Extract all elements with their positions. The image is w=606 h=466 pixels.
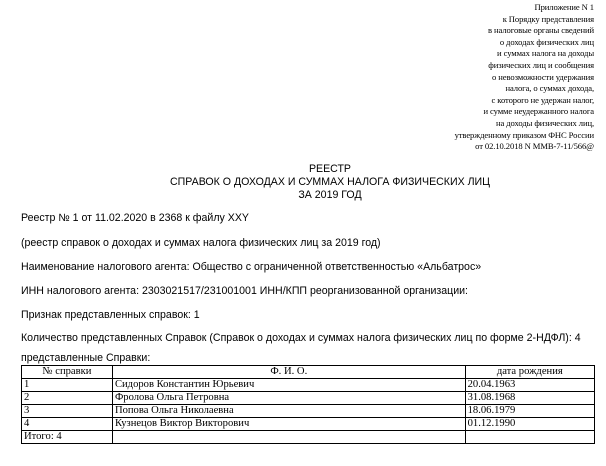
certificates-table [21,365,595,444]
appendix-line: о доходах физических лиц [499,36,594,47]
document-title [120,163,540,202]
registry-note: (реестр справок о доходах и суммах налога физических лиц за 2019 год) [21,237,381,249]
appendix-line: в налоговые органы сведений [488,25,594,36]
cell-birthdate: 01.12.1990 [465,418,594,431]
cell-number: 2 [22,392,113,405]
submitted-label: представленные Справки: [21,352,151,364]
table-total-row [22,431,595,444]
cell-birthdate: 18.06.1979 [465,405,594,418]
title-line-3: ЗА 2019 ГОД [298,189,362,201]
appendix-line: налога, о суммах дохода, [505,83,594,94]
appendix-line: утвержденному приказом ФНС России [454,129,594,140]
cell-empty [112,431,465,444]
cell-number: 1 [22,379,113,392]
count-line: Количество представленных Справок (Справок о доходах и суммах налога физических лиц по форме 2-НДФЛ): 4 [21,332,581,344]
cell-empty [465,431,594,444]
cell-number: 4 [22,418,113,431]
cell-birthdate: 31.08.1968 [465,392,594,405]
header-name: Ф. И. О. [112,366,465,379]
appendix-line: о невозможности удержания [492,71,594,82]
cell-name: Фролова Ольга Петровна [112,392,465,405]
appendix-line: и сумме неудержанного налога [483,106,594,117]
appendix-line: с которого не удержан налог, [491,94,594,105]
inn-line: ИНН налогового агента: 2303021517/231001001 ИНН/КПП реорганизованной организации: [21,285,469,297]
table-row [22,405,595,418]
appendix-line: физических лиц и сообщения [488,59,594,70]
table-row [22,418,595,431]
cell-birthdate: 20.04.1963 [465,379,594,392]
cell-name: Кузнецов Виктор Викторович [112,418,465,431]
cell-number: 3 [22,405,113,418]
appendix-line: Приложение N 1 [534,2,594,12]
registry-line: Реестр № 1 от 11.02.2020 в 2368 к файлу XXY [21,212,249,224]
appendix-block [364,2,594,153]
table-header-row [22,366,595,379]
header-birthdate: дата рождения [465,366,594,379]
header-number: № справки [22,366,113,379]
table-row [22,379,595,392]
table-row [22,392,595,405]
cell-name: Сидоров Константин Юрьевич [112,379,465,392]
title-line-2: СПРАВОК О ДОХОДАХ И СУММАХ НАЛОГА ФИЗИЧЕСКИХ ЛИЦ [170,176,490,188]
sign-line: Признак представленных справок: 1 [21,309,200,321]
appendix-line: и суммах налога на доходы [497,48,594,59]
cell-total: Итого: 4 [22,431,113,444]
appendix-line: на доходы физических лиц, [495,117,594,128]
agent-name: Наименование налогового агента: Общество с ограниченной ответственностью «Альбатрос» [21,261,482,273]
appendix-line: к Порядку представления [502,13,594,24]
appendix-line: от 02.10.2018 N ММВ-7-11/566@ [475,141,594,152]
title-line-1: РЕЕСТР [308,163,352,175]
cell-name: Попова Ольга Николаевна [112,405,465,418]
